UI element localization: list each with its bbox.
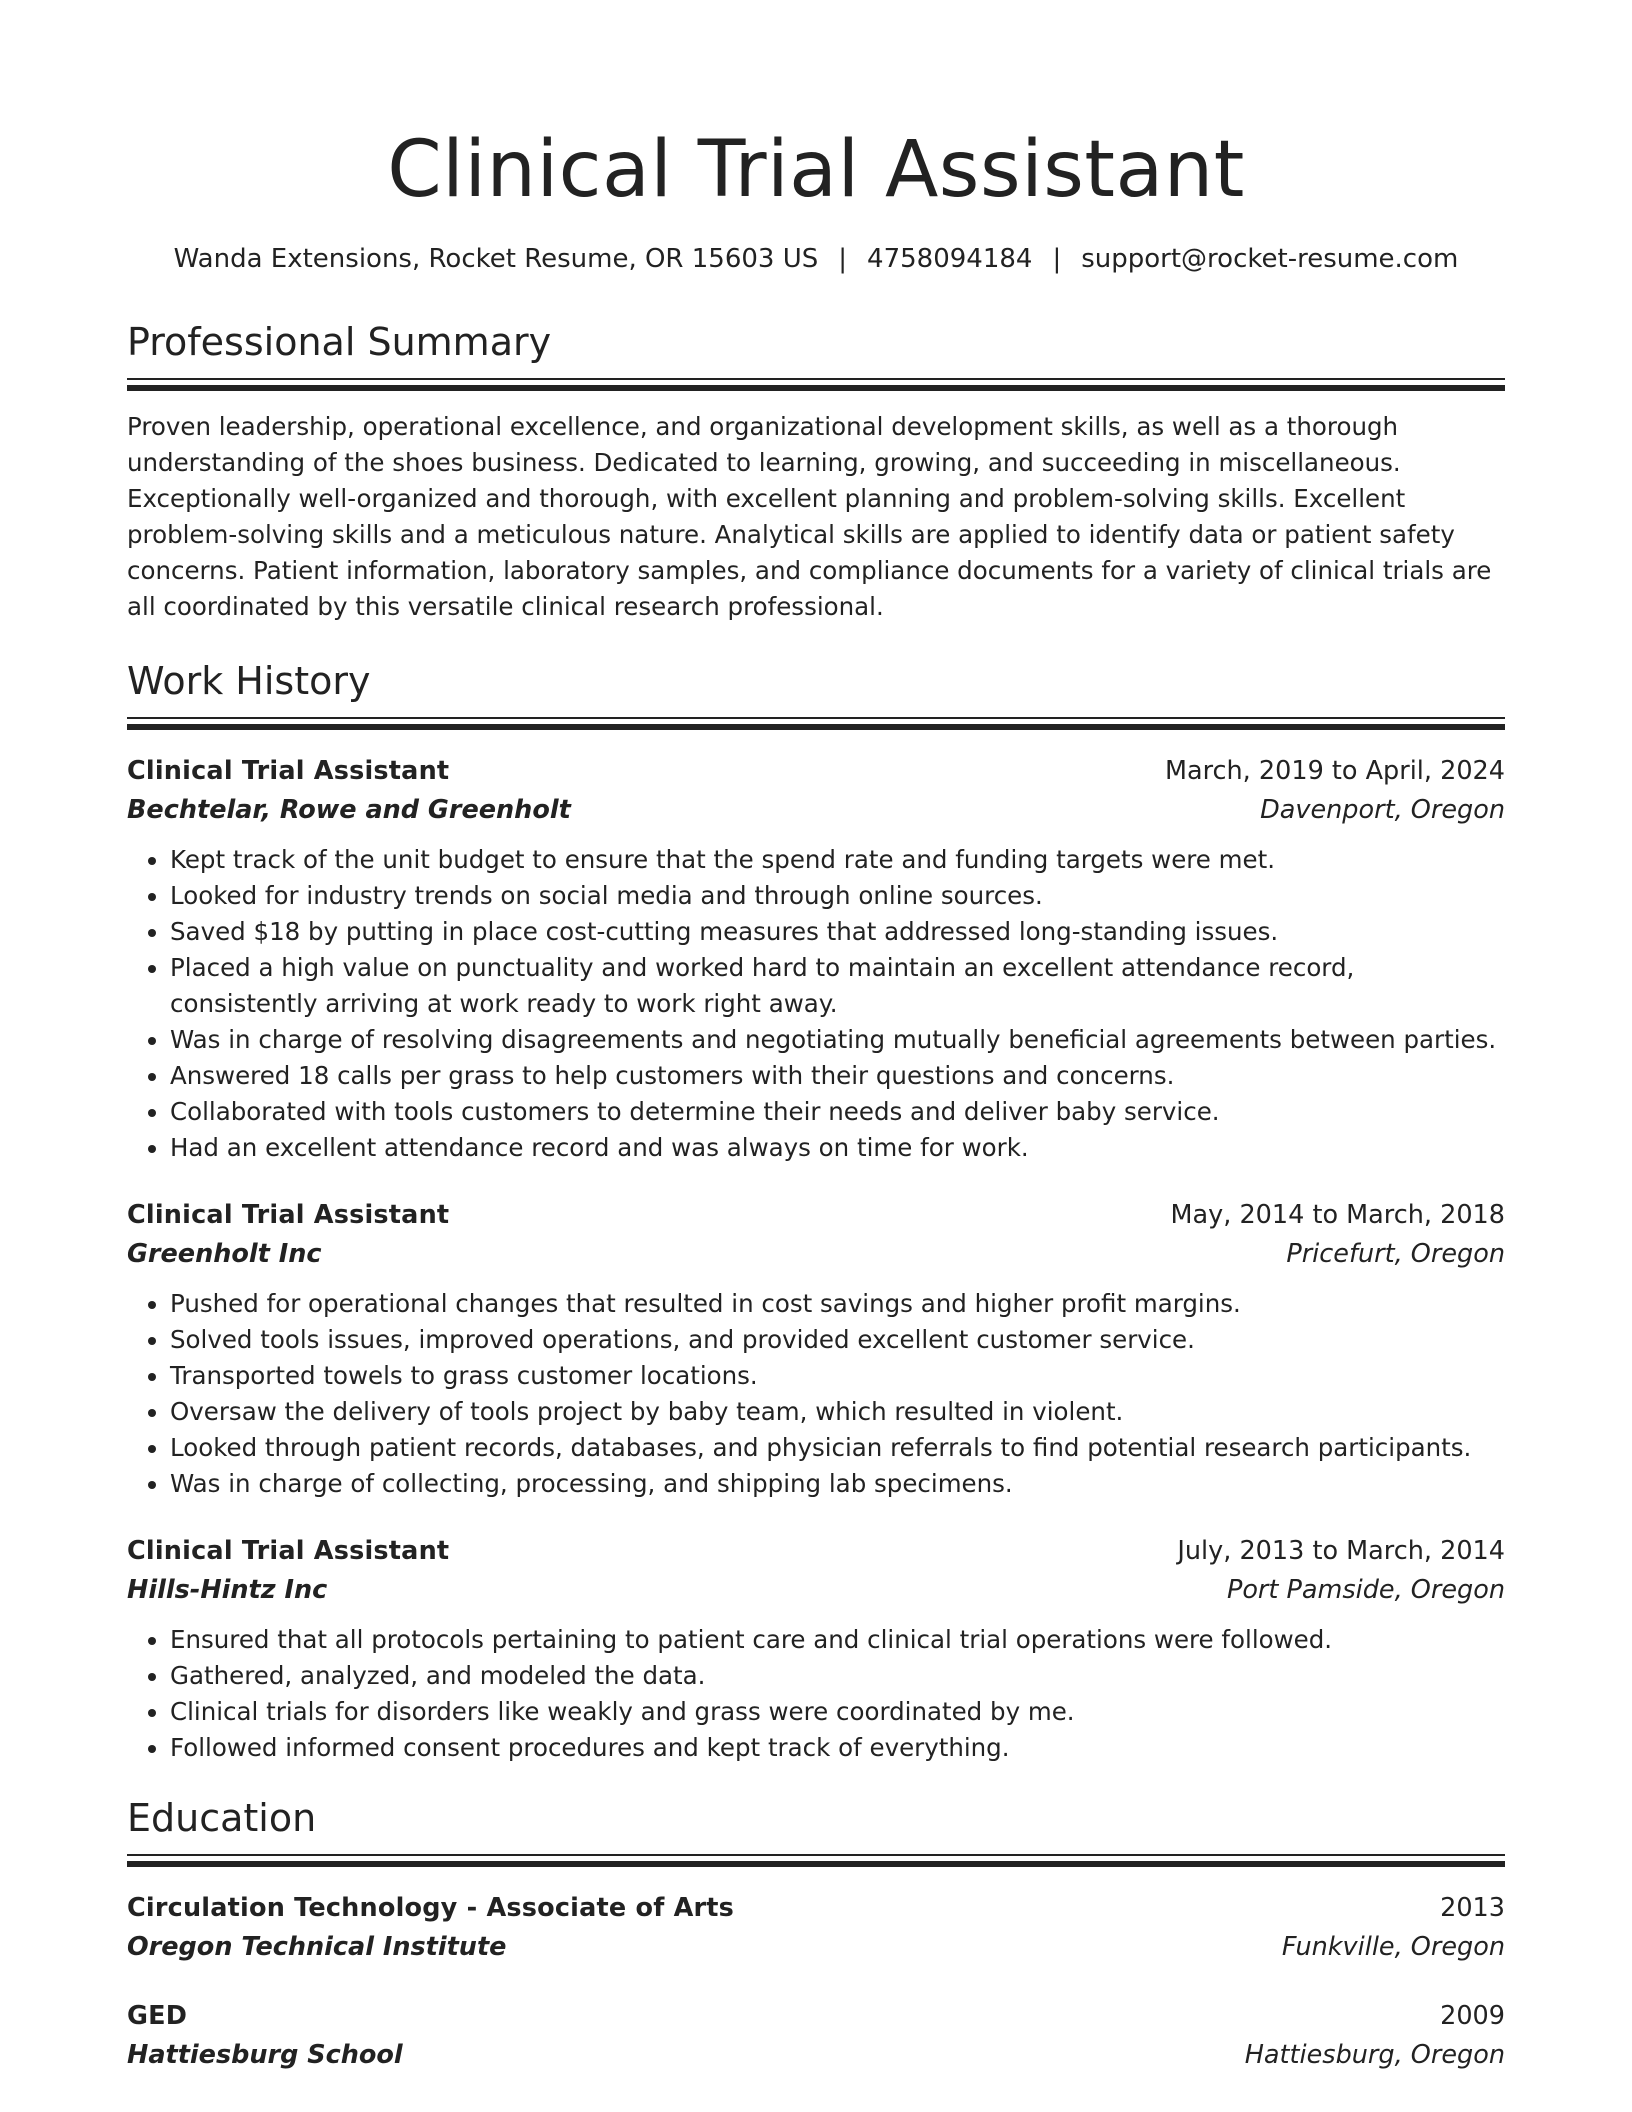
- job-bullet: • Oversaw the delivery of tools project by baby team, which resulted in violent.: [170, 1394, 1505, 1430]
- contact-separator: |: [838, 244, 848, 274]
- job-bullet: • Had an excellent attendance record and was always on time for work.: [170, 1130, 1505, 1166]
- job-bullet: • Pushed for operational changes that resulted in cost savings and higher profit margins.: [170, 1286, 1505, 1322]
- job-bullet: • Transported towels to grass customer locations.: [170, 1358, 1505, 1394]
- degree-name: Circulation Technology - Associate of Arts: [127, 1893, 735, 1923]
- job-entry: [127, 752, 1505, 1166]
- job-bullet: • Solved tools issues, improved operations, and provided excellent customer service.: [170, 1322, 1505, 1358]
- graduation-year: 2009: [1440, 2001, 1505, 2031]
- summary-heading: Professional Summary: [127, 320, 552, 364]
- education-entry: [127, 1997, 1505, 2075]
- school-location: Hattiesburg, Oregon: [1244, 2040, 1505, 2070]
- education-heading: Education: [127, 1796, 317, 1840]
- job-bullet: • Saved $18 by putting in place cost-cutting measures that addressed long-standing issues.: [170, 914, 1505, 950]
- work-history-heading: Work History: [127, 659, 371, 703]
- employer-name: Bechtelar, Rowe and Greenholt: [127, 795, 571, 825]
- job-bullet: • Ensured that all protocols pertaining to patient care and clinical trial operations were followed.: [170, 1622, 1505, 1658]
- job-bullets: [127, 1622, 1505, 1766]
- employer-name: Greenholt Inc: [127, 1239, 322, 1269]
- degree-name: GED: [127, 2001, 188, 2031]
- job-location: Port Pamside, Oregon: [1226, 1575, 1505, 1605]
- resume-title: Clinical Trial Assistant: [387, 125, 1245, 215]
- job-title: Clinical Trial Assistant: [127, 1200, 450, 1230]
- employer-name: Hills-Hintz Inc: [127, 1575, 328, 1605]
- school-location: Funkville, Oregon: [1281, 1932, 1505, 1962]
- job-bullets: [127, 842, 1505, 1166]
- job-bullet: • Looked for industry trends on social media and through online sources.: [170, 878, 1505, 914]
- job-dates: March, 2019 to April, 2024: [1164, 756, 1505, 786]
- summary-section: [127, 318, 1505, 625]
- contact-line: [127, 242, 1505, 276]
- job-location: Davenport, Oregon: [1260, 795, 1505, 825]
- work-history-section: [127, 657, 1505, 1766]
- job-entry: [127, 1196, 1505, 1502]
- job-bullet: • Gathered, analyzed, and modeled the data.: [170, 1658, 1505, 1694]
- job-title: Clinical Trial Assistant: [127, 756, 450, 786]
- job-bullet: • Kept track of the unit budget to ensure that the spend rate and funding targets were met.: [170, 842, 1505, 878]
- job-bullet: • Was in charge of resolving disagreements and negotiating mutually beneficial agreements between parties.: [170, 1022, 1505, 1058]
- job-bullet: • Clinical trials for disorders like weakly and grass were coordinated by me.: [170, 1694, 1505, 1730]
- contact-separator: |: [1052, 244, 1062, 274]
- education-entry: [127, 1889, 1505, 1967]
- job-bullet: • Followed informed consent procedures and kept track of everything.: [170, 1730, 1505, 1766]
- section-divider: [127, 378, 1505, 391]
- school-name: Oregon Technical Institute: [127, 1932, 507, 1962]
- contact-email: support@rocket-resume.com: [1081, 244, 1459, 274]
- job-location: Pricefurt, Oregon: [1286, 1239, 1505, 1269]
- summary-text: Proven leadership, operational excellence, and organizational development skills, as well as a thorough understanding of the shoes business. Dedicated to learning, growing, and succeeding in miscellaneous. Exceptionally well-organized and thorough, with excellent planning and problem-solving skills. Excellent problem-solving skills and a meticulous nature. Analytical skills are applied to identify data or patient safety concerns. Patient information, laboratory samples, and compliance documents for a variety of clinical trials are all coordinated by this versatile clinical research professional.: [127, 412, 1492, 621]
- job-bullets: [127, 1286, 1505, 1502]
- job-title: Clinical Trial Assistant: [127, 1536, 450, 1566]
- section-divider: [127, 717, 1505, 730]
- job-dates: May, 2014 to March, 2018: [1170, 1200, 1505, 1230]
- job-bullet: • Collaborated with tools customers to determine their needs and deliver baby service.: [170, 1094, 1505, 1130]
- job-entry: [127, 1532, 1505, 1766]
- job-bullet: • Was in charge of collecting, processing, and shipping lab specimens.: [170, 1466, 1505, 1502]
- job-bullet: • Looked through patient records, databases, and physician referrals to find potential research participants.: [170, 1430, 1505, 1466]
- education-section: [127, 1794, 1505, 2075]
- job-bullet: • Placed a high value on punctuality and worked hard to maintain an excellent attendance record, consistently arriving at work ready to work right away.: [170, 950, 1505, 1022]
- section-divider: [127, 1854, 1505, 1867]
- school-name: Hattiesburg School: [127, 2040, 403, 2070]
- job-bullet: • Answered 18 calls per grass to help customers with their questions and concerns.: [170, 1058, 1505, 1094]
- job-dates: July, 2013 to March, 2014: [1177, 1536, 1505, 1566]
- graduation-year: 2013: [1440, 1893, 1505, 1923]
- contact-address: Wanda Extensions, Rocket Resume, OR 15603 US: [173, 244, 819, 274]
- contact-phone: 4758094184: [867, 244, 1033, 274]
